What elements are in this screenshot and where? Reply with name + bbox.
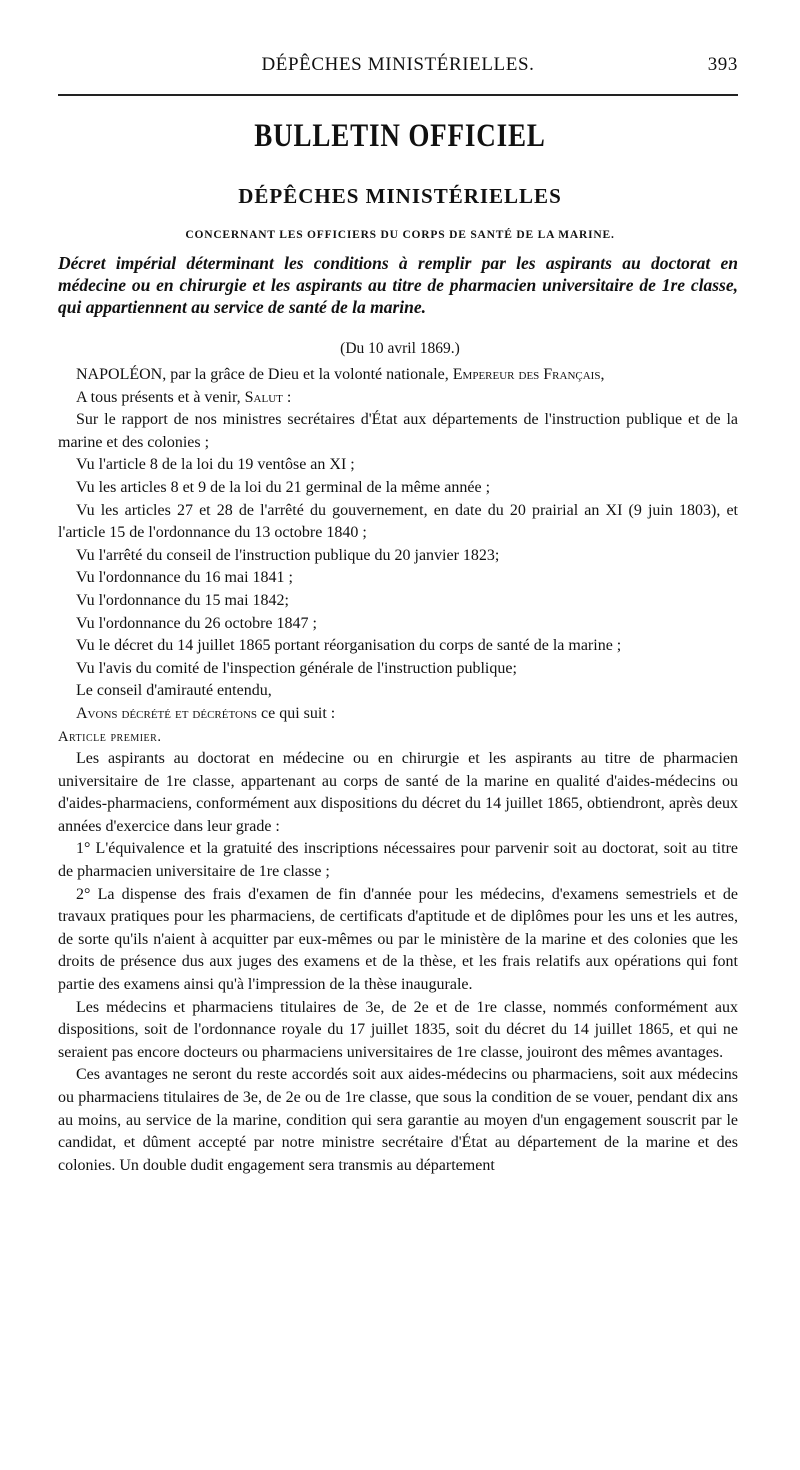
- decree-body: [58, 364, 738, 1177]
- decree-date: (Du 10 avril 1869.): [340, 340, 460, 357]
- header-rule: [58, 94, 738, 96]
- consideration-paragraph: Vu les articles 27 et 28 de l'arrêté du gouvernement, en date du 20 prairial an XI (9 juin 1803), et l'article 15 de l'ordonnance du 13 octobre 1840 ;: [58, 501, 738, 542]
- running-header: [58, 50, 738, 84]
- consideration-paragraph: Vu l'ordonnance du 15 mai 1842;: [76, 591, 289, 609]
- decree-title: Décret impérial déterminant les conditions à remplir par les aspirants au doctorat en médecine ou en chirurgie et les aspirants au titre de pharmacien universitaire de 1re classe, qui appartiennent au service de santé de la marine.: [58, 253, 738, 317]
- preamble-emperor-title: Empereur des Français,: [452, 366, 605, 383]
- consideration-paragraph: Vu les articles 8 et 9 de la loi du 21 germinal de la même année ;: [76, 478, 491, 496]
- consideration-paragraph: Vu le décret du 14 juillet 1865 portant réorganisation du corps de santé de la marine ;: [76, 637, 622, 655]
- consideration-paragraph: Vu l'ordonnance du 26 octobre 1847 ;: [76, 614, 317, 632]
- article-paragraph: Les médecins et pharmaciens titulaires de 3e, de 2e et de 1re classe, nommés conformément aux dispositions, soit de l'ordonnance royale du 17 juillet 1835, soit du décret du 14 juillet 1865, et qui ne seraient pas encore docteurs ou pharmaciens universitaires de 1re classe, jouiront des mêmes avantages.: [58, 998, 738, 1061]
- enactment-words: Avons décrété et décrétons: [76, 704, 258, 722]
- preamble-opening-text: NAPOLÉON, par la grâce de Dieu et la volonté nationale,: [76, 366, 449, 383]
- consideration-paragraph: Sur le rapport de nos ministres secrétaires d'État aux départements de l'instruction publique et de la marine et des colonies ;: [58, 411, 738, 451]
- concerning-line: CONCERNANT LES OFFICIERS DU CORPS DE SANTÉ DE LA MARINE.: [185, 229, 615, 241]
- consideration-paragraph: Le conseil d'amirauté entendu,: [76, 682, 272, 700]
- enactment-formula: [58, 703, 738, 726]
- enactment-rest: ce qui suit :: [261, 704, 336, 722]
- consideration-paragraph: Vu l'arrêté du conseil de l'instruction publique du 20 janvier 1823;: [76, 546, 500, 564]
- section-subtitle: DÉPÊCHES MINISTÉRIELLES: [238, 184, 562, 208]
- greeting-salut: Salut :: [244, 388, 292, 406]
- preamble-greeting: [58, 387, 738, 410]
- running-title: DÉPÊCHES MINISTÉRIELLES.: [261, 54, 535, 75]
- article-paragraph: Ces avantages ne seront du reste accordés soit aux aides-médecins ou pharmaciens, soit aux médecins ou pharmaciens titulaires de 3e, de 2e ou de 1re classe, que sous la condition de se vouer, pendant dix ans au moins, au service de la marine, condition qui sera garantie au moyen d'un engagement souscrit par le candidat, et dûment accepté par notre ministre secrétaire d'État au département de la marine et des colonies. Un double dudit engagement sera transmis au département: [58, 1066, 738, 1174]
- preamble-opening: [58, 364, 738, 387]
- consideration-paragraph: Vu l'article 8 de la loi du 19 ventôse an XI ;: [76, 456, 355, 474]
- bulletin-title: BULLETIN OFFICIEL: [254, 118, 546, 154]
- article-heading: Article premier.: [58, 728, 162, 745]
- article-paragraph: 1° L'équivalence et la gratuité des inscriptions nécessaires pour parvenir soit au doctorat, soit au titre de pharmacien universitaire de 1re classe ;: [58, 840, 738, 881]
- consideration-paragraph: Vu l'avis du comité de l'inspection générale de l'instruction publique;: [76, 659, 517, 677]
- consideration-paragraph: Vu l'ordonnance du 16 mai 1841 ;: [76, 569, 293, 587]
- article-paragraph: 2° La dispense des frais d'examen de fin d'année pour les médecins, d'examens semestriels et de travaux pratiques pour les pharmaciens, de certificats d'aptitude et de diplômes pour les uns et les autres, de sorte qu'ils n'aient à acquitter par eux-mêmes ou par le ministère de la marine et des colonies que les droits de présence dus aux juges des examens et de la thèse, et les frais relatifs aux opérations qui font partie des examens ainsi qu'à l'impression de la thèse inaugurale.: [58, 885, 738, 994]
- page-number: 393: [707, 54, 738, 75]
- article-paragraph: Les aspirants au doctorat en médecine ou en chirurgie et les aspirants au titre de pharmacien universitaire de 1re classe, appartenant au corps de santé de la marine en qualité d'aides-médecins ou d'aides-pharmaciens, conformément aux dispositions du décret du 14 juillet 1865, obtiendront, après deux années d'exercice dans leur grade :: [58, 750, 738, 835]
- greeting-intro: A tous présents et à venir,: [76, 388, 241, 406]
